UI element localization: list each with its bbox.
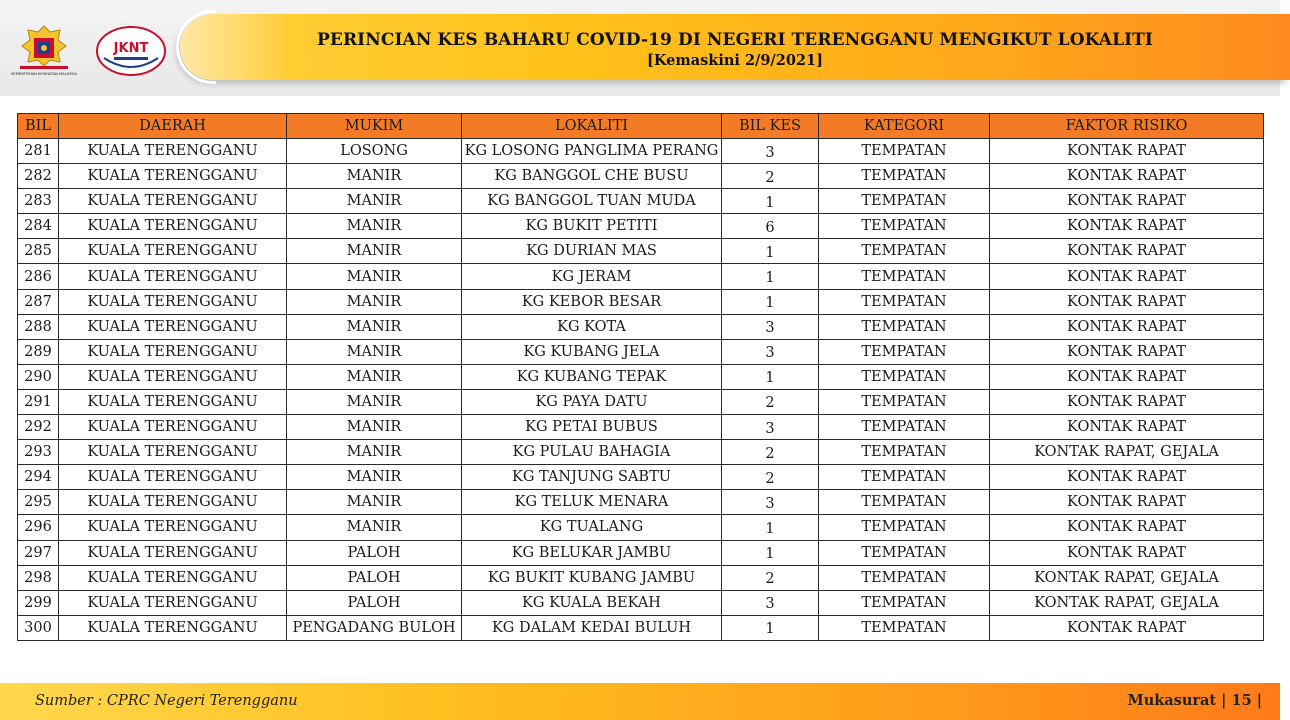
cell-faktor-risiko: KONTAK RAPAT [990, 540, 1264, 565]
cell-mukim: MANIR [287, 389, 462, 414]
cell-kategori: TEMPATAN [819, 339, 990, 364]
cell-kategori: TEMPATAN [819, 490, 990, 515]
cell-bil: 288 [18, 314, 59, 339]
table-row [18, 364, 1264, 389]
cell-daerah: KUALA TERENGGANU [59, 264, 287, 289]
table-header-row [18, 114, 1264, 139]
cell-kategori: TEMPATAN [819, 515, 990, 540]
cell-bil: 294 [18, 465, 59, 490]
cell-lokaliti: KG KEBOR BESAR [462, 289, 722, 314]
cell-kategori: TEMPATAN [819, 289, 990, 314]
jknt-logo-text: JKNT [113, 41, 149, 56]
table-row [18, 615, 1264, 640]
cell-lokaliti: KG PAYA DATU [462, 389, 722, 414]
cell-faktor-risiko: KONTAK RAPAT [990, 289, 1264, 314]
cell-mukim: MANIR [287, 289, 462, 314]
cell-kategori: TEMPATAN [819, 540, 990, 565]
cases-table-container [17, 113, 1263, 641]
cell-kategori: TEMPATAN [819, 440, 990, 465]
cell-kategori: TEMPATAN [819, 314, 990, 339]
cell-mukim: PALOH [287, 540, 462, 565]
cell-bil-kes: 2 [722, 465, 819, 490]
cell-kategori: TEMPATAN [819, 389, 990, 414]
cell-lokaliti: KG KUBANG TEPAK [462, 364, 722, 389]
table-row [18, 139, 1264, 164]
cell-bil: 292 [18, 415, 59, 440]
cell-daerah: KUALA TERENGGANU [59, 565, 287, 590]
cell-faktor-risiko: KONTAK RAPAT [990, 189, 1264, 214]
cell-faktor-risiko: KONTAK RAPAT [990, 415, 1264, 440]
cell-mukim: PALOH [287, 590, 462, 615]
cell-bil: 286 [18, 264, 59, 289]
column-header-bil: BIL [18, 114, 59, 139]
logo-group [10, 22, 170, 82]
cell-bil-kes: 3 [722, 139, 819, 164]
cell-faktor-risiko: KONTAK RAPAT [990, 314, 1264, 339]
cell-bil-kes: 2 [722, 164, 819, 189]
cell-mukim: MANIR [287, 465, 462, 490]
cell-daerah: KUALA TERENGGANU [59, 540, 287, 565]
cell-mukim: MANIR [287, 515, 462, 540]
cell-bil: 285 [18, 239, 59, 264]
cell-daerah: KUALA TERENGGANU [59, 515, 287, 540]
table-row [18, 440, 1264, 465]
cell-bil-kes: 6 [722, 214, 819, 239]
cell-kategori: TEMPATAN [819, 214, 990, 239]
cell-faktor-risiko: KONTAK RAPAT [990, 490, 1264, 515]
kkm-logo-text: KEMENTERIAN KESIHATAN MALAYSIA [11, 72, 77, 76]
cell-bil-kes: 1 [722, 364, 819, 389]
cell-faktor-risiko: KONTAK RAPAT, GEJALA [990, 590, 1264, 615]
cell-mukim: MANIR [287, 339, 462, 364]
cell-mukim: MANIR [287, 264, 462, 289]
cell-daerah: KUALA TERENGGANU [59, 490, 287, 515]
cell-bil-kes: 1 [722, 540, 819, 565]
cell-lokaliti: KG LOSONG PANGLIMA PERANG [462, 139, 722, 164]
cell-kategori: TEMPATAN [819, 239, 990, 264]
cell-bil: 293 [18, 440, 59, 465]
column-header-lokaliti: LOKALITI [462, 114, 722, 139]
cell-daerah: KUALA TERENGGANU [59, 590, 287, 615]
cell-daerah: KUALA TERENGGANU [59, 164, 287, 189]
table-row [18, 389, 1264, 414]
cell-bil: 291 [18, 389, 59, 414]
cell-mukim: MANIR [287, 214, 462, 239]
cell-bil-kes: 1 [722, 189, 819, 214]
cell-daerah: KUALA TERENGGANU [59, 415, 287, 440]
cell-daerah: KUALA TERENGGANU [59, 214, 287, 239]
cell-kategori: TEMPATAN [819, 590, 990, 615]
cell-faktor-risiko: KONTAK RAPAT [990, 214, 1264, 239]
table-row [18, 339, 1264, 364]
cell-lokaliti: KG KOTA [462, 314, 722, 339]
cell-faktor-risiko: KONTAK RAPAT [990, 615, 1264, 640]
cell-faktor-risiko: KONTAK RAPAT [990, 389, 1264, 414]
cell-lokaliti: KG JERAM [462, 264, 722, 289]
page-number: Mukasurat | 15 | [1127, 692, 1262, 709]
cell-bil-kes: 2 [722, 389, 819, 414]
table-row [18, 565, 1264, 590]
cell-bil-kes: 1 [722, 515, 819, 540]
table-row [18, 415, 1264, 440]
cell-faktor-risiko: KONTAK RAPAT, GEJALA [990, 440, 1264, 465]
cell-bil-kes: 1 [722, 289, 819, 314]
cell-mukim: MANIR [287, 164, 462, 189]
cell-kategori: TEMPATAN [819, 615, 990, 640]
table-row [18, 465, 1264, 490]
cell-faktor-risiko: KONTAK RAPAT [990, 139, 1264, 164]
column-header-daerah: DAERAH [59, 114, 287, 139]
cell-lokaliti: KG TUALANG [462, 515, 722, 540]
cell-bil-kes: 3 [722, 339, 819, 364]
cases-table [17, 113, 1264, 641]
column-header-kategori: KATEGORI [819, 114, 990, 139]
cell-lokaliti: KG BUKIT KUBANG JAMBU [462, 565, 722, 590]
cell-lokaliti: KG PULAU BAHAGIA [462, 440, 722, 465]
cell-faktor-risiko: KONTAK RAPAT [990, 339, 1264, 364]
cell-faktor-risiko: KONTAK RAPAT [990, 239, 1264, 264]
cell-mukim: MANIR [287, 314, 462, 339]
cell-daerah: KUALA TERENGGANU [59, 364, 287, 389]
table-row [18, 164, 1264, 189]
cell-bil-kes: 3 [722, 314, 819, 339]
table-row [18, 214, 1264, 239]
cell-bil: 300 [18, 615, 59, 640]
page-title: PERINCIAN KES BAHARU COVID-19 DI NEGERI TERENGGANU MENGIKUT LOKALITI [317, 30, 1153, 50]
cell-mukim: MANIR [287, 490, 462, 515]
cell-daerah: KUALA TERENGGANU [59, 189, 287, 214]
cell-daerah: KUALA TERENGGANU [59, 615, 287, 640]
cell-bil-kes: 3 [722, 415, 819, 440]
cell-bil-kes: 2 [722, 440, 819, 465]
jknt-logo [94, 24, 168, 78]
cell-lokaliti: KG BANGGOL CHE BUSU [462, 164, 722, 189]
footer-source: Sumber : CPRC Negeri Terengganu [35, 693, 298, 709]
page-subtitle: [Kemaskini 2/9/2021] [647, 52, 823, 69]
cell-lokaliti: KG TELUK MENARA [462, 490, 722, 515]
cell-kategori: TEMPATAN [819, 164, 990, 189]
cell-mukim: PENGADANG BULOH [287, 615, 462, 640]
cell-daerah: KUALA TERENGGANU [59, 239, 287, 264]
table-row [18, 490, 1264, 515]
table-row [18, 314, 1264, 339]
table-row [18, 540, 1264, 565]
cell-lokaliti: KG DURIAN MAS [462, 239, 722, 264]
cell-bil: 282 [18, 164, 59, 189]
cell-bil-kes: 1 [722, 615, 819, 640]
cell-lokaliti: KG DALAM KEDAI BULUH [462, 615, 722, 640]
cell-bil-kes: 1 [722, 239, 819, 264]
cell-daerah: KUALA TERENGGANU [59, 314, 287, 339]
cell-bil-kes: 2 [722, 565, 819, 590]
cell-lokaliti: KG BANGGOL TUAN MUDA [462, 189, 722, 214]
cell-faktor-risiko: KONTAK RAPAT [990, 515, 1264, 540]
cell-kategori: TEMPATAN [819, 139, 990, 164]
column-header-mukim: MUKIM [287, 114, 462, 139]
cell-kategori: TEMPATAN [819, 189, 990, 214]
cell-faktor-risiko: KONTAK RAPAT [990, 264, 1264, 289]
cell-lokaliti: KG PETAI BUBUS [462, 415, 722, 440]
table-row [18, 264, 1264, 289]
kkm-crest-logo [11, 22, 77, 82]
cell-bil: 295 [18, 490, 59, 515]
table-row [18, 239, 1264, 264]
table-row [18, 289, 1264, 314]
table-row [18, 515, 1264, 540]
cell-daerah: KUALA TERENGGANU [59, 339, 287, 364]
cell-lokaliti: KG KUALA BEKAH [462, 590, 722, 615]
cell-faktor-risiko: KONTAK RAPAT [990, 465, 1264, 490]
table-row [18, 189, 1264, 214]
cell-mukim: MANIR [287, 440, 462, 465]
cell-mukim: MANIR [287, 364, 462, 389]
cell-daerah: KUALA TERENGGANU [59, 465, 287, 490]
cell-kategori: TEMPATAN [819, 264, 990, 289]
cell-daerah: KUALA TERENGGANU [59, 289, 287, 314]
cell-bil: 287 [18, 289, 59, 314]
cell-bil: 299 [18, 590, 59, 615]
cell-mukim: MANIR [287, 415, 462, 440]
cell-bil: 296 [18, 515, 59, 540]
cell-bil-kes: 1 [722, 264, 819, 289]
cell-kategori: TEMPATAN [819, 465, 990, 490]
cell-bil: 298 [18, 565, 59, 590]
table-body [18, 139, 1264, 641]
column-header-faktor-risiko: FAKTOR RISIKO [990, 114, 1264, 139]
cell-faktor-risiko: KONTAK RAPAT, GEJALA [990, 565, 1264, 590]
cell-daerah: KUALA TERENGGANU [59, 389, 287, 414]
cell-bil: 297 [18, 540, 59, 565]
cell-lokaliti: KG BUKIT PETITI [462, 214, 722, 239]
cell-faktor-risiko: KONTAK RAPAT [990, 164, 1264, 189]
cell-mukim: MANIR [287, 239, 462, 264]
column-header-bil-kes: BIL KES [722, 114, 819, 139]
cell-kategori: TEMPATAN [819, 364, 990, 389]
cell-bil: 281 [18, 139, 59, 164]
cell-mukim: LOSONG [287, 139, 462, 164]
cell-lokaliti: KG KUBANG JELA [462, 339, 722, 364]
cell-daerah: KUALA TERENGGANU [59, 440, 287, 465]
cell-bil: 284 [18, 214, 59, 239]
cell-lokaliti: KG BELUKAR JAMBU [462, 540, 722, 565]
cell-mukim: PALOH [287, 565, 462, 590]
cell-bil: 289 [18, 339, 59, 364]
cell-mukim: MANIR [287, 189, 462, 214]
cell-bil: 290 [18, 364, 59, 389]
cell-bil-kes: 3 [722, 490, 819, 515]
cell-kategori: TEMPATAN [819, 565, 990, 590]
cell-faktor-risiko: KONTAK RAPAT [990, 364, 1264, 389]
cell-kategori: TEMPATAN [819, 415, 990, 440]
cell-lokaliti: KG TANJUNG SABTU [462, 465, 722, 490]
cell-daerah: KUALA TERENGGANU [59, 139, 287, 164]
cell-bil-kes: 3 [722, 590, 819, 615]
cell-bil: 283 [18, 189, 59, 214]
table-row [18, 590, 1264, 615]
